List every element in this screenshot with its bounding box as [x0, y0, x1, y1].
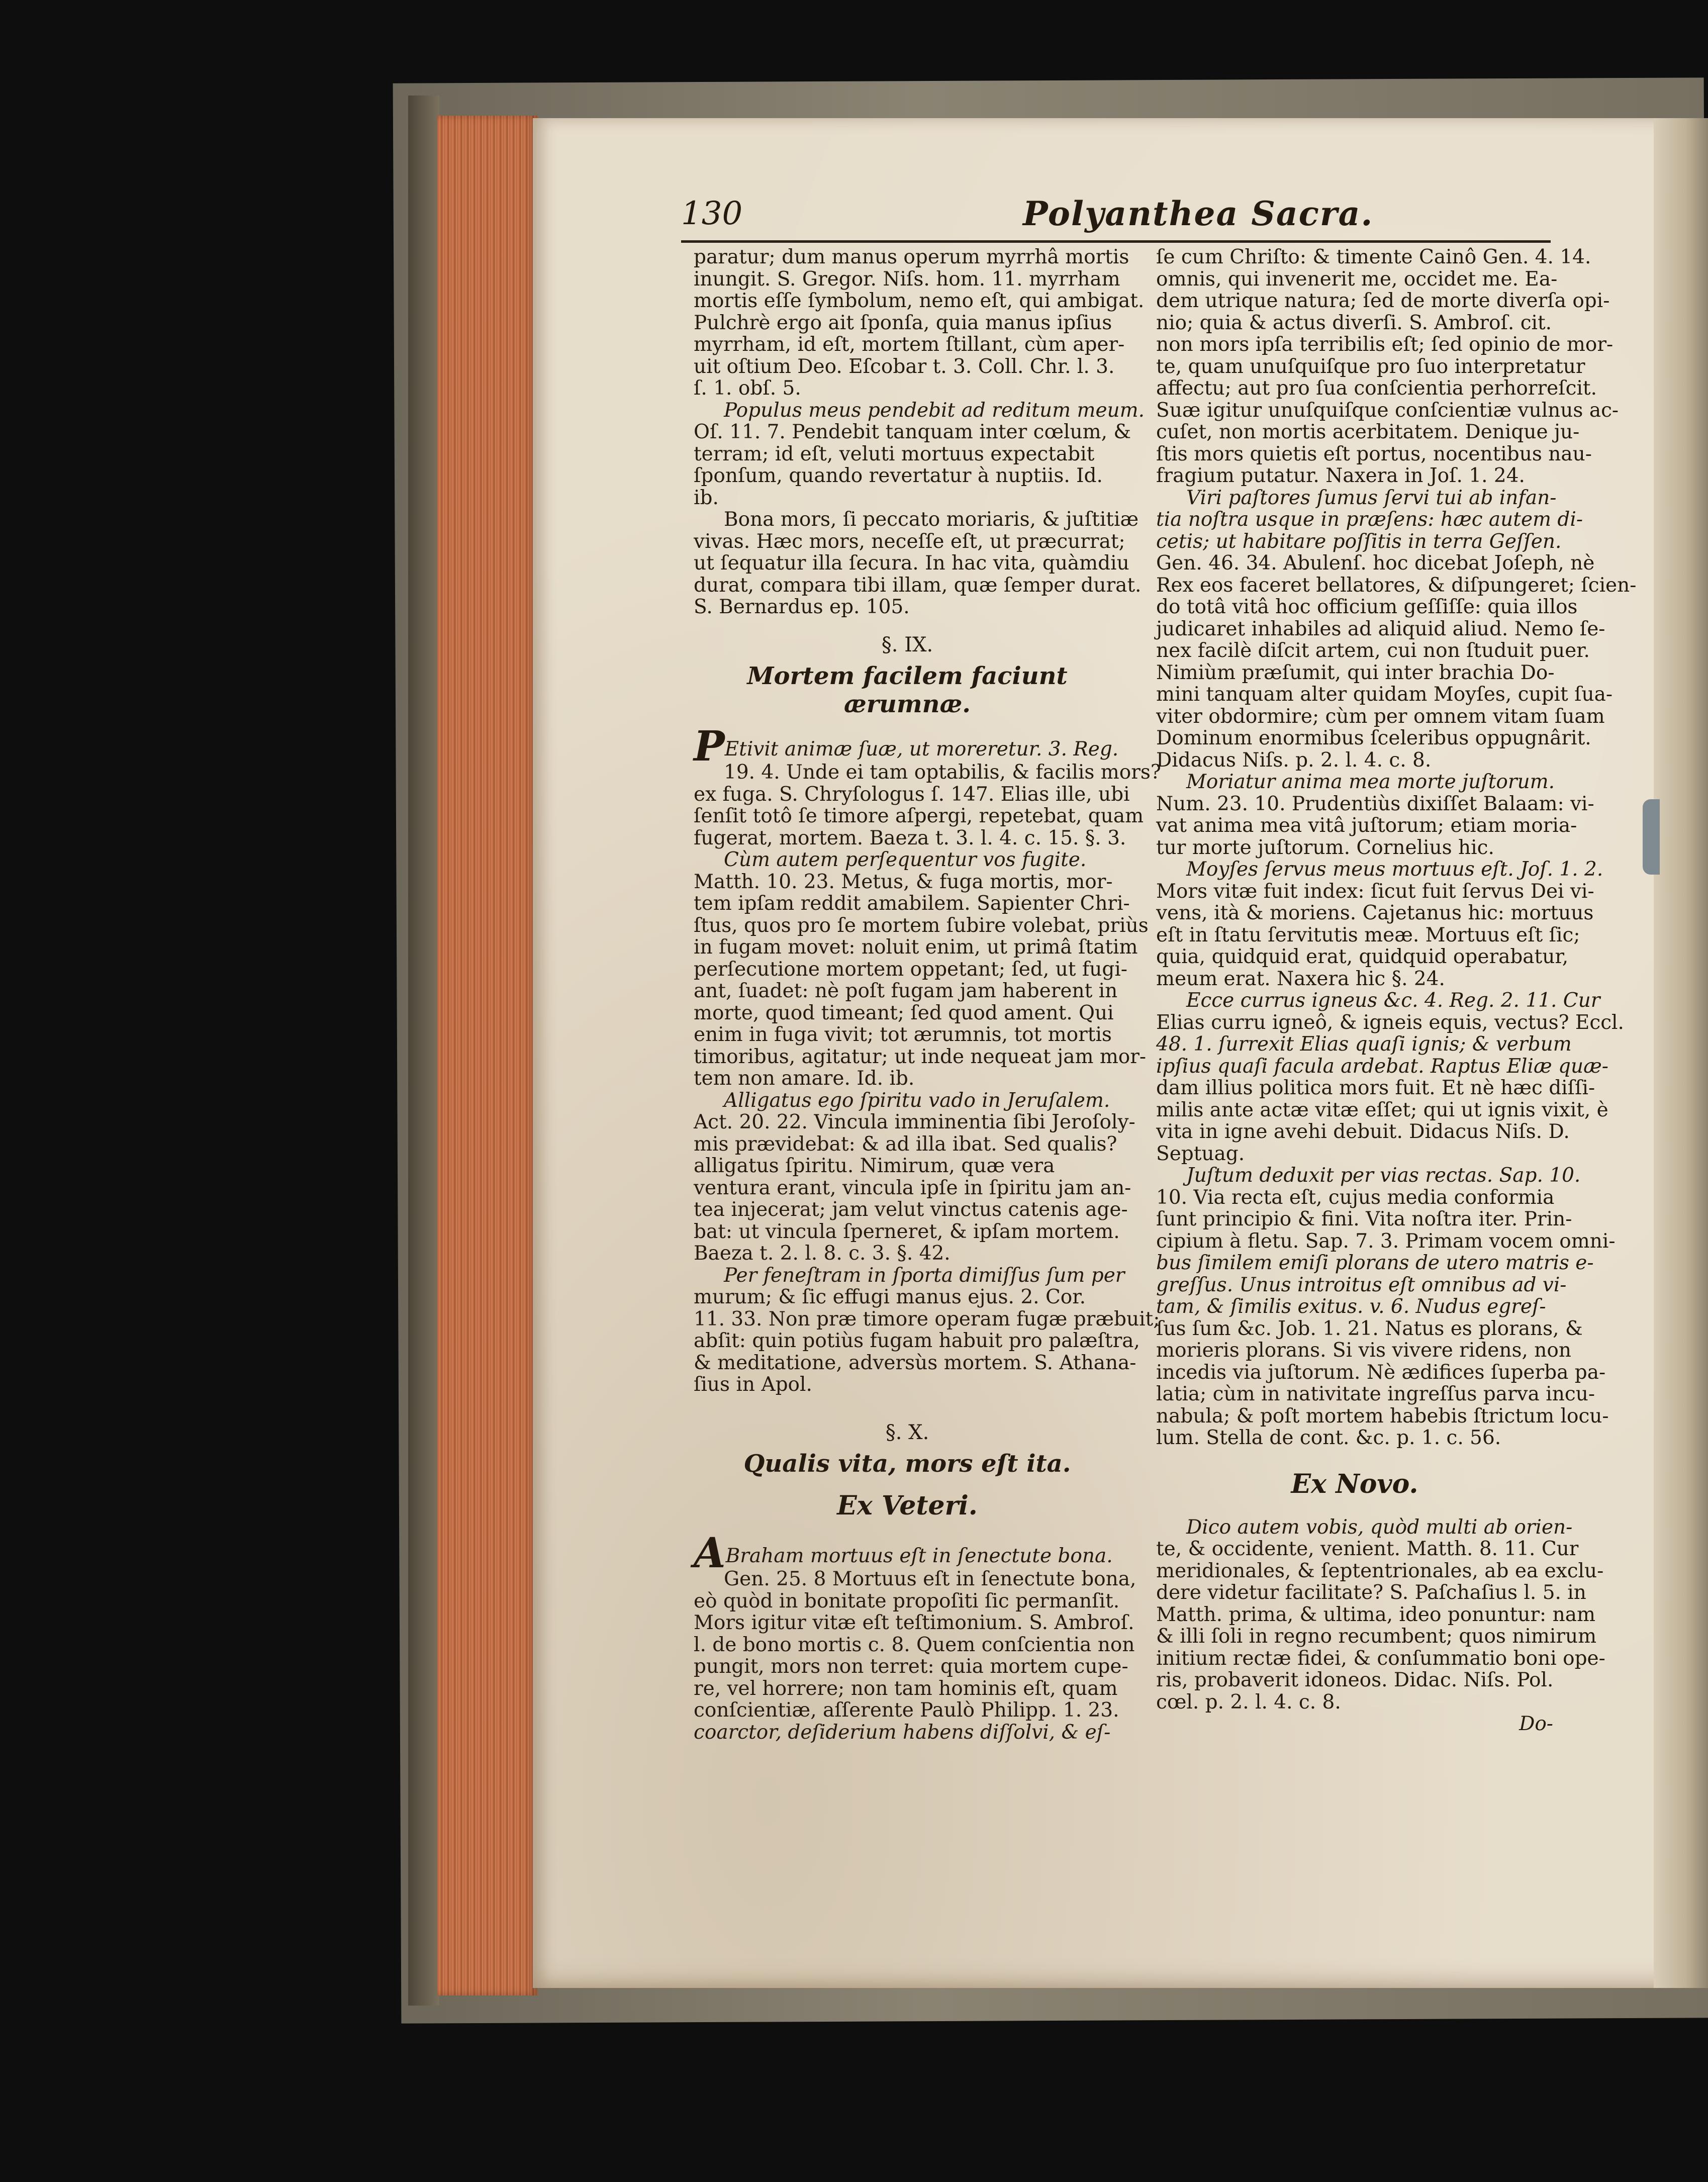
drop-cap-a: A	[694, 1529, 726, 1577]
paragraph-se-cum-christo: ſe cum Chriſto: & timente Cainô Gen. 4. 14. omnis, qui invenerit me, occidet me. Ea- dem utrique natura; ſed de morte diverſa opi- nio; quia & actus diverſi. S. Ambroſ. cit. non mors ipſa terribilis eſt; ſed opinio de mor- te, quam unuſquiſque pro ſuo interpretatur affectu; aut pro ſua conſcientia perhorreſcit. Suæ igitur unuſquiſque conſcientiæ vulnus ac- cuſet, non mortis acerbitatem. Denique ju- ſtis mors quietis eſt portus, nocentibus nau- fragium putatur. Naxera in Joſ. 1. 24.	[1156, 246, 1619, 487]
drop-cap-p: P	[694, 722, 725, 771]
paragraph-dico-autem: Dico autem vobis, quòd multi ab orien- te, & occidente, venient. Matth. 8. 11. Cur meridionales, & ſeptentrionales, ab ea exclu- dere videtur facilitate? S. Paſchaſius l. 5. in Matth. prima, & ultima, ideo ponuntur: nam & illi ſoli in regno recumbent; quos nimirum initium rectæ fidei, & conſummatio boni ope- ris, probaverit idoneos. Didac. Niſs. Pol. cœl. p. 2. l. 4. c. 8.	[1156, 1515, 1605, 1714]
paragraph-viri-pastores: Viri paſtores ſumus ſervi tui ab infan- tia noſtra usque in præſens: hæc autem di- cetis; ut habitare poſſitis in terra Geſſen. Gen. 46. 34. Abulenſ. hoc dicebat Joſeph, nè Rex eos faceret bellatores, & diſpungeret; ſcien- do totâ vitâ hoc officium geſſiſſe: quia illos judicaret inhabiles ad aliquid aliud. Nemo ſe- nex facilè diſcit artem, cui non ſtuduit puer. Nimiùm præſumit, qui inter brachia Do- mini tanquam alter quidam Moyſes, cupit ſua- viter obdormire; cùm per omnem vitam ſuam Dominum enormibus ſceleribus oppugnârit. Didacus Niſs. p. 2. l. 4. c. 8.	[1156, 486, 1637, 772]
catchword: Do-	[1519, 1713, 1553, 1735]
section-9-title: Mortem facilem faciunt ærumnæ.	[747, 662, 1068, 718]
paragraph-moriatur: Moriatur anima mea morte juſtorum. Num. 23. 10. Prudentiùs dixiſſet Balaam: vi- vat anima mea vitâ juſtorum; etiam moria- tur morte juſtorum. Cornelius hic.	[1156, 771, 1594, 859]
subheading-ex-novo: Ex Novo.	[1291, 1468, 1418, 1499]
red-page-edges	[437, 116, 538, 1996]
page-number: 130	[681, 195, 743, 232]
section-10-title: Qualis vita, mors eſt ita.	[743, 1450, 1071, 1478]
paragraph-cum-autem: Cùm autem perſequentur vos fugite. Matth. 10. 23. Metus, & fuga mortis, mor- tem ipſam reddit amabilem. Sapienter Chri- ſtus, quos pro ſe mortem ſubire volebat, priùs in fugam movet: noluit enim, ut primâ ſtatim perſecutione mortem oppetant; ſed, ut fugi- ant, ſuadet: nè poſt fugam jam haberent in morte, quod timeant; ſed quod ament. Qui enim in fuga vivit; tot ærumnis, tot mortis timoribus, agitatur; ut inde nequeat jam mor- tem non amare. Id. ib.	[694, 848, 1149, 1090]
paragraph-justum: Juſtum deduxit per vias rectas. Sap. 10. 10. Via recta eſt, cujus media conformia ſunt principio & fini. Vita noſtra iter. Prin- cipium à fletu. Sap. 7. 3. Primam vocem omni- bus ſimilem emiſi plorans de utero matris e- greſſus. Unus introitus eſt omnibus ad vi- tam, & ſimilis exitus. v. 6. Nudus egreſ- ſus ſum &c. Job. 1. 21. Natus es plorans, & morieris plorans. Si vis vivere ridens, non incedis via juſtorum. Nè ædifices ſuperba pa- latia; cùm in nativitate ingreſſus parva incu- nabula; & poſt mortem habebis ſtrictum locu- lum. Stella de cont. &c. p. 1. c. 56.	[1156, 1164, 1616, 1449]
paragraph-bona-mors: Bona mors, ſi peccato moriaris, & juſtitiæ vivas. Hæc mors, neceſſe eſt, ut præcurrat; ut ſequatur illa ſecura. In hac vita, quàmdiu durat, compara tibi illam, quæ ſemper durat. S. Bernardus ep. 105.	[694, 508, 1142, 618]
section-9-number: §. IX.	[881, 633, 933, 656]
paragraph-alligatus: Alligatus ego ſpiritu vado in Jeruſalem. Act. 20. 22. Vincula imminentia ſibi Jeroſoly- mis prævidebat: & ad illa ibat. Sed qualis? alligatus ſpiritu. Nimirum, quæ vera ventura erant, vincula ipſe in ſpiritu jam an- tea injecerat; jam velut vinctus catenis age- bat: ut vincula ſperneret, & ipſam mortem. Baeza t. 2. l. 8. c. 3. §. 42.	[694, 1089, 1135, 1265]
subheading-ex-veteri: Ex Veteri.	[837, 1490, 978, 1521]
paragraph-ecce-currus: Ecce currus igneus &c. 4. Reg. 2. 11. Cur Elias curru igneô, & igneis equis, vectus? Eccl. 48. 1. ſurrexit Elias quaſi ignis; & verbum ipſius quaſi facula ardebat. Raptus Eliæ quæ- dam illius politica mors fuit. Et nè hæc diſſi- milis ante actæ vitæ eſſet; qui ut ignis vixit, è vita in igne avehi debuit. Didacus Niſs. D. Septuag.	[1156, 989, 1624, 1165]
running-head: Polyanthea Sacra.	[1023, 194, 1374, 233]
paragraph-populus: Populus meus pendebit ad reditum meum. Oſ. 11. 7. Pendebit tanquam inter cœlum, & terram; id eſt, veluti mortuus expectabit ſponſum, quando revertatur à nuptiis. Id. ib.	[694, 399, 1145, 509]
right-column	[1156, 246, 1637, 1735]
section-10-number: §. X.	[885, 1420, 929, 1444]
page-gutter-fold	[1654, 118, 1708, 1988]
blue-page-tab	[1643, 799, 1660, 875]
page-header	[681, 194, 1548, 234]
paragraph-paratur: paratur; dum manus operum myrrhâ mortis inungit. S. Gregor. Niſs. hom. 11. myrrham mortis eſſe ſymbolum, nemo eſt, qui ambigat. Pulchrè ergo ait ſponſa, quia manus ipſius myrrham, id eſt, mortem ſtillant, cùm aper- uit oſtium Deo. Eſcobar t. 3. Coll. Chr. l. 3. ſ. 1. obſ. 5.	[694, 246, 1145, 400]
book-spine-edge	[408, 96, 439, 2006]
paragraph-moyses: Moyſes ſervus meus mortuus eſt. Joſ. 1. 2. Mors vitæ fuit index: ſicut fuit ſervus Dei vi- vens, ità & moriens. Cajetanus hic: mortuus eſt in ſtatu ſervitutis meæ. Mortuus eſt ſic; quia, quidquid erat, quidquid operabatur, meum erat. Naxera hic §. 24.	[1156, 858, 1603, 990]
header-rule	[681, 240, 1551, 243]
paragraph-petivit: PEtivit animæ ſuæ, ut moreretur. 3. Reg. 19. 4. Unde ei tam optabilis, & facilis mors? ex fuga. S. Chryſologus ſ. 147. Elias ille, ubi ſenſit totô ſe timore aſpergi, repetebat, quam fugerat, mortem. Baeza t. 3. l. 4. c. 15. §. 3.	[694, 722, 1161, 849]
paragraph-per-fenestram: Per feneſtram in ſporta dimiſſus ſum per murum; & ſic effugi manus ejus. 2. Cor. 11. 33. Non præ timore operam fugæ præbuit; abſit: quin potiùs fugam habuit pro palæſtra, & meditatione, adversùs mortem. S. Athana- ſius in Apol.	[694, 1264, 1160, 1396]
left-column	[694, 246, 1161, 1744]
paragraph-abraham: ABraham mortuus eſt in ſenectute bona. Gen. 25. 8 Mortuus eſt in ſenectute bona, eò quòd in bonitate propoſiti ſic permanſit. Mors igitur vitæ eſt teſtimonium. S. Ambroſ. l. de bono mortis c. 8. Quem conſcientia non pungit, mors non terret: quia mortem cupe- re, vel horrere; non tam hominis eſt, quam conſcientiæ, aſſerente Paulò Philipp. 1. 23. coarctor, deſiderium habens diſſolvi, & eſ-	[694, 1529, 1136, 1744]
